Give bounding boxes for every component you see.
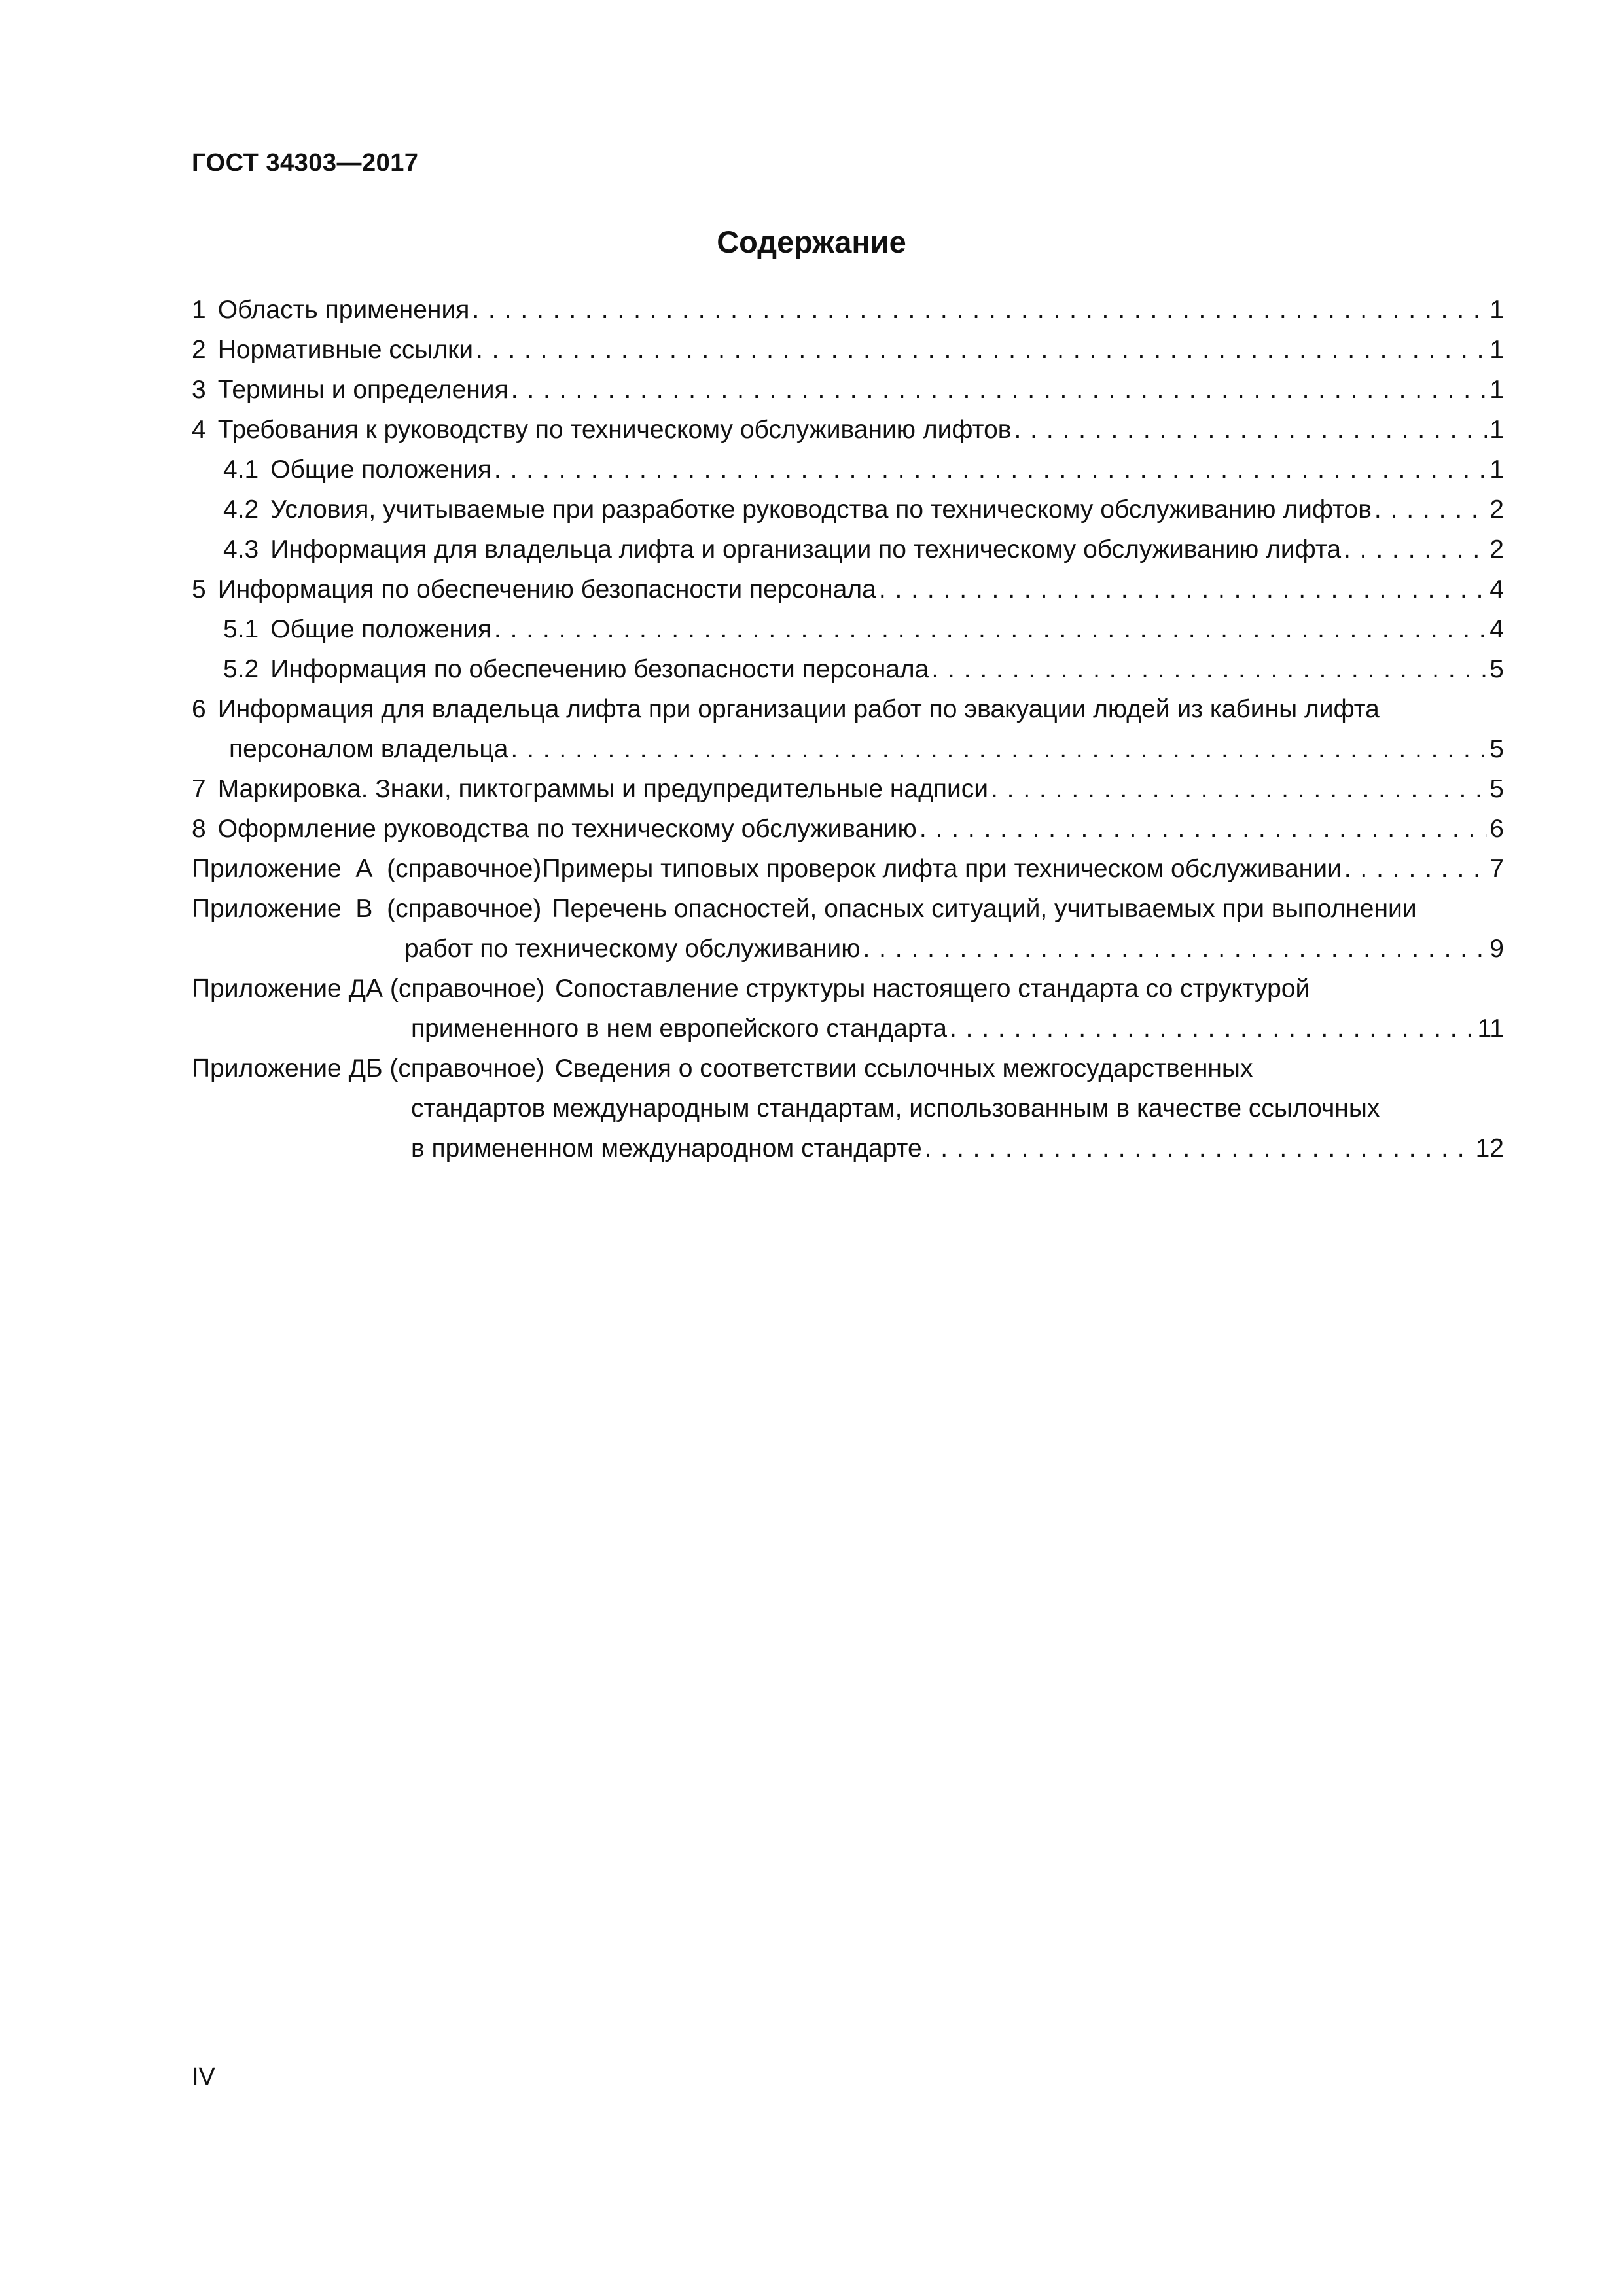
toc-number: 5 [192,575,206,603]
dot-leader [991,769,1487,809]
toc-entry-appendix-a[interactable] [192,849,1504,889]
toc-entry-3[interactable] [192,370,1504,410]
toc-number: 6 [192,695,206,723]
toc-text: Информация по обеспечению безопасности персонала [270,655,929,683]
toc-page: 2 [1489,495,1504,524]
toc-page: 1 [1489,416,1504,444]
toc-entry-1[interactable] [192,290,1504,330]
toc-text: Сведения о соответствии ссылочных межгосударственных [554,1054,1253,1083]
toc-text: Сопоставление структуры настоящего стандарта со структурой [555,975,1310,1003]
toc-text-continuation: персоналом владельца [229,735,508,763]
toc-page: 1 [1489,456,1504,484]
dot-leader [1014,410,1487,450]
toc-entry-5-2[interactable] [192,649,1504,689]
toc-entry-2[interactable] [192,330,1504,370]
dot-leader [931,649,1487,689]
toc-number: 4 [192,416,206,444]
toc-text: Требования к руководству по техническому обслуживанию лифтов [217,416,1012,444]
toc-page: 4 [1489,615,1504,643]
toc-page: 7 [1489,855,1504,883]
toc-text: Перечень опасностей, опасных ситуаций, учитываемых при выполнении [552,895,1417,923]
toc-number: 5.2 [223,655,259,683]
document-id-header: ГОСТ 34303—2017 [192,149,419,177]
toc-page: 5 [1489,775,1504,803]
toc-text-continuation: в примененном международном стандарте [411,1134,922,1162]
toc-text-continuation: стандартов международным стандартам, использованным в качестве ссылочных [411,1094,1380,1122]
toc-page: 9 [1489,935,1504,963]
appendix-label: Приложение В (справочное) [192,895,542,923]
toc-text: Информация для владельца лифта и организации по техническому обслуживанию лифта [270,535,1342,564]
toc-page: 6 [1489,815,1504,843]
dot-leader [1344,529,1487,569]
dot-leader [925,1128,1473,1168]
dot-leader [1344,849,1488,889]
dot-leader [863,929,1487,969]
toc-number: 8 [192,815,206,843]
toc-entry-5[interactable] [192,569,1504,609]
toc-entry-8[interactable] [192,809,1504,849]
dot-leader [494,609,1487,649]
toc-number: 4.1 [223,456,259,484]
toc-page: 5 [1489,655,1504,683]
toc-text-continuation: работ по техническому обслуживанию [404,935,861,963]
toc-number: 4.3 [223,535,259,564]
toc-entry-7[interactable] [192,769,1504,809]
dot-leader [950,1009,1475,1049]
toc-entry-4-3[interactable] [192,529,1504,569]
appendix-label: Приложение А (справочное) [192,855,542,883]
toc-entry-4-2[interactable] [192,490,1504,529]
dot-leader [494,450,1487,490]
toc-number: 5.1 [223,615,259,643]
toc-page: 5 [1489,735,1504,763]
dot-leader [476,330,1487,370]
toc-number: 1 [192,296,206,324]
appendix-label: Приложение ДБ (справочное) [192,1054,544,1083]
table-of-contents [192,290,1504,1168]
toc-entry-appendix-db[interactable] [192,1049,1504,1168]
toc-entry-5-1[interactable] [192,609,1504,649]
toc-text: Общие положения [270,615,491,643]
toc-number: 3 [192,376,206,404]
toc-text: Термины и определения [217,376,508,404]
toc-entry-4-1[interactable] [192,450,1504,490]
dot-leader [511,370,1488,410]
toc-page: 11 [1477,1014,1504,1043]
toc-text: Информация по обеспечению безопасности персонала [217,575,876,603]
dot-leader [510,729,1487,769]
toc-page: 2 [1489,535,1504,564]
toc-entry-4[interactable] [192,410,1504,450]
dot-leader [1374,490,1487,529]
appendix-label: Приложение ДА (справочное) [192,975,545,1003]
toc-number: 2 [192,336,206,364]
page-number: IV [192,2063,215,2090]
toc-text: Оформление руководства по техническому обслуживанию [217,815,917,843]
toc-entry-appendix-da[interactable] [192,969,1504,1049]
contents-title: Содержание [717,224,906,259]
toc-text: Область применения [217,296,470,324]
toc-number: 7 [192,775,206,803]
dot-leader [879,569,1487,609]
toc-text: Нормативные ссылки [217,336,473,364]
toc-text: Информация для владельца лифта при организации работ по эвакуации людей из кабины лифта [217,695,1380,723]
toc-page: 1 [1489,376,1504,404]
toc-text: Маркировка. Знаки, пиктограммы и предупредительные надписи [217,775,989,803]
dot-leader [919,809,1487,849]
toc-text: Общие положения [270,456,491,484]
toc-page: 1 [1489,336,1504,364]
toc-page: 1 [1489,296,1504,324]
toc-number: 4.2 [223,495,259,524]
toc-text: Условия, учитываемые при разработке руководства по техническому обслуживанию лифтов [270,495,1372,524]
toc-page: 12 [1475,1134,1504,1162]
toc-text-continuation: примененного в нем европейского стандарта [411,1014,947,1043]
toc-text: Примеры типовых проверок лифта при техническом обслуживании [542,855,1342,883]
toc-entry-appendix-b[interactable] [192,889,1504,969]
toc-page: 4 [1489,575,1504,603]
dot-leader [472,290,1487,330]
toc-entry-6[interactable] [192,689,1504,769]
